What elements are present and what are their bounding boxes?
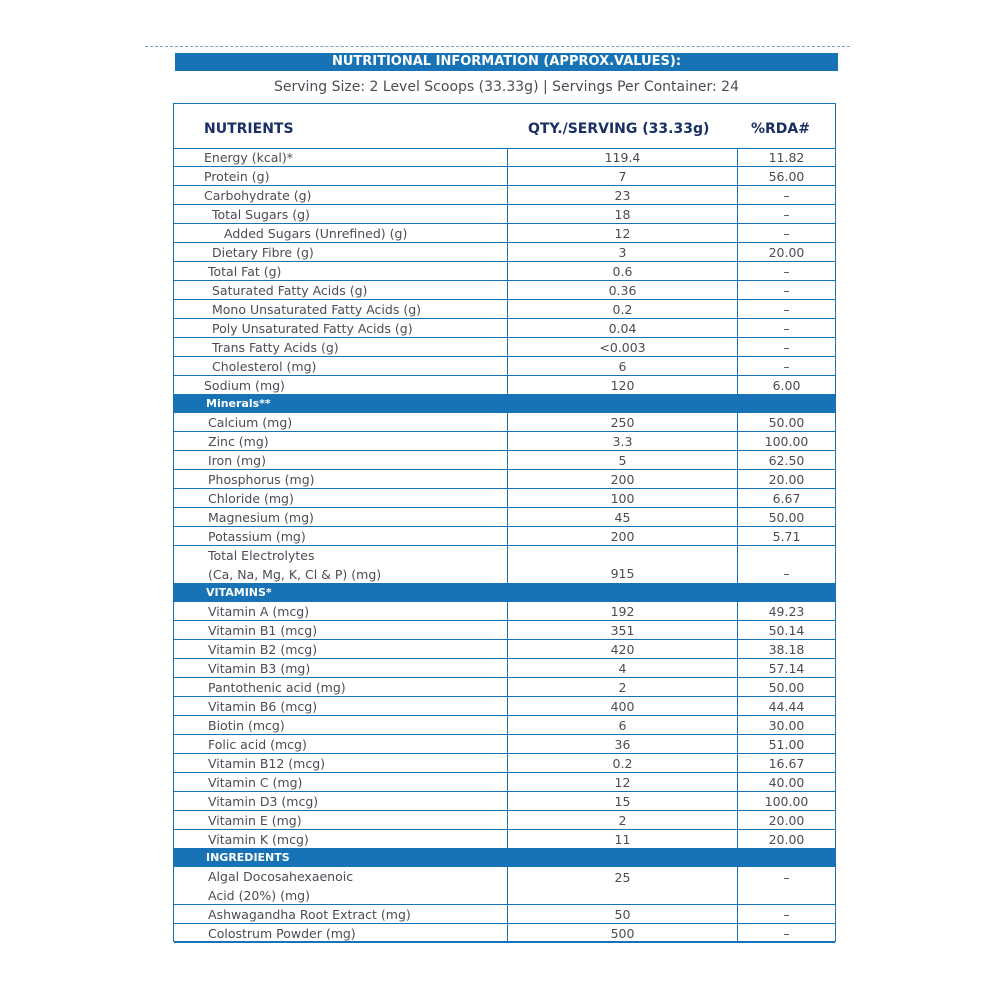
table-row — [174, 640, 835, 659]
table-row — [174, 205, 835, 224]
section-label: Minerals** — [206, 397, 271, 410]
nutrient-name — [208, 490, 294, 507]
nutrient-name-line: Vitamin D3 (mcg) — [208, 794, 319, 809]
qty-cell — [507, 451, 737, 469]
nutrient-name-line: Vitamin C (mg) — [208, 775, 303, 790]
nutrient-name-line: Energy (kcal)* — [204, 150, 293, 165]
nutrient-name-line: Saturated Fatty Acids (g) — [212, 283, 368, 298]
nutrient-name-line: Protein (g) — [204, 169, 270, 184]
nutrient-name-line: Total Electrolytes — [208, 548, 315, 563]
nutrient-name — [208, 263, 281, 280]
table-row — [174, 300, 835, 319]
nutrient-name — [204, 377, 285, 394]
rda-cell — [737, 773, 835, 791]
nutrient-name — [208, 717, 285, 734]
rda-cell — [737, 602, 835, 620]
qty-cell — [507, 281, 737, 299]
rda-value: – — [783, 870, 790, 885]
nutrient-name — [208, 414, 292, 431]
rda-value: – — [783, 264, 790, 279]
table-row — [174, 376, 835, 395]
qty-value: 0.04 — [608, 321, 637, 336]
qty-value: 915 — [610, 566, 635, 581]
qty-value: 192 — [610, 604, 635, 619]
qty-cell — [507, 659, 737, 677]
qty-cell — [507, 262, 737, 280]
header-rda: %RDA# — [751, 121, 810, 137]
rda-cell — [737, 243, 835, 261]
qty-cell — [507, 319, 737, 337]
rda-value: 5.71 — [772, 529, 801, 544]
nutrient-name-line: Algal Docosahexaenoic — [208, 869, 354, 884]
nutrient-name — [208, 433, 269, 450]
qty-value: <0.003 — [599, 340, 646, 355]
nutrient-name-line: Cholesterol (mg) — [212, 359, 317, 374]
section-label: INGREDIENTS — [206, 851, 290, 864]
nutrient-name — [208, 509, 314, 526]
nutrient-name-line: Total Sugars (g) — [212, 207, 310, 222]
rda-cell — [737, 659, 835, 677]
nutrient-name — [208, 868, 353, 904]
nutrient-name-line: Phosphorus (mg) — [208, 472, 315, 487]
table-row — [174, 148, 835, 167]
table-row — [174, 186, 835, 205]
rda-value: 100.00 — [764, 434, 809, 449]
nutrient-name-line: Folic acid (mcg) — [208, 737, 307, 752]
nutrient-name — [204, 168, 269, 185]
qty-value: 0.36 — [608, 283, 637, 298]
qty-cell — [507, 924, 737, 942]
nutrient-name — [208, 679, 346, 696]
nutrient-name — [208, 622, 317, 639]
table-row — [174, 281, 835, 300]
rda-value: – — [783, 321, 790, 336]
nutrient-name — [208, 471, 315, 488]
qty-value: 2 — [618, 680, 627, 695]
table-row — [174, 924, 835, 943]
rda-value: – — [783, 907, 790, 922]
rda-value: 38.18 — [768, 642, 805, 657]
qty-value: 6 — [618, 718, 627, 733]
rda-cell — [737, 792, 835, 810]
table-header — [174, 104, 835, 149]
rda-value: 16.67 — [768, 756, 805, 771]
rda-value: – — [783, 207, 790, 222]
nutrient-name-line: Poly Unsaturated Fatty Acids (g) — [212, 321, 413, 336]
table-row — [174, 621, 835, 640]
table-row — [174, 451, 835, 470]
rda-cell — [737, 640, 835, 658]
qty-value: 400 — [610, 699, 635, 714]
rda-value: 11.82 — [768, 150, 805, 165]
qty-value: 3.3 — [612, 434, 633, 449]
nutrition-table — [173, 103, 836, 942]
nutrient-name — [212, 339, 339, 356]
nutrient-name-line: Vitamin B1 (mcg) — [208, 623, 318, 638]
nutrient-name — [208, 831, 309, 848]
nutrient-name — [208, 452, 266, 469]
qty-cell — [507, 546, 737, 583]
rda-cell — [737, 924, 835, 942]
qty-cell — [507, 489, 737, 507]
qty-cell — [507, 470, 737, 488]
rda-cell — [737, 376, 835, 394]
table-row — [174, 830, 835, 849]
table-row — [174, 167, 835, 186]
table-row — [174, 413, 835, 432]
nutrient-name — [208, 925, 356, 942]
rda-value: 62.50 — [768, 453, 805, 468]
rda-value: 49.23 — [768, 604, 805, 619]
serving-info: Serving Size: 2 Level Scoops (33.33g) | Servings Per Container: 24 — [273, 79, 739, 95]
qty-cell — [507, 413, 737, 431]
rda-cell — [737, 527, 835, 545]
qty-cell — [507, 867, 737, 904]
table-row — [174, 811, 835, 830]
qty-value: 420 — [610, 642, 635, 657]
table-row — [174, 470, 835, 489]
nutrient-name — [208, 906, 411, 923]
table-row — [174, 697, 835, 716]
nutrient-name-line: Vitamin A (mcg) — [208, 604, 310, 619]
qty-cell — [507, 148, 737, 166]
rda-cell — [737, 357, 835, 375]
rda-value: 100.00 — [764, 794, 809, 809]
rda-cell — [737, 830, 835, 848]
rda-value: 20.00 — [768, 832, 805, 847]
nutrient-name-line: Calcium (mg) — [208, 415, 293, 430]
qty-value: 23 — [614, 188, 631, 203]
qty-cell — [507, 621, 737, 639]
header-nutrients: NUTRIENTS — [204, 121, 294, 137]
rda-cell — [737, 754, 835, 772]
qty-cell — [507, 376, 737, 394]
qty-value: 200 — [610, 529, 635, 544]
qty-cell — [507, 905, 737, 923]
nutrient-name-line: Added Sugars (Unrefined) (g) — [224, 226, 408, 241]
nutrient-name — [208, 528, 306, 545]
qty-value: 0.2 — [612, 756, 633, 771]
table-row — [174, 546, 835, 584]
qty-value: 50 — [614, 907, 631, 922]
rda-value: 57.14 — [768, 661, 805, 676]
rda-cell — [737, 905, 835, 923]
qty-value: 0.2 — [612, 302, 633, 317]
table-row — [174, 867, 835, 905]
qty-cell — [507, 186, 737, 204]
table-row — [174, 432, 835, 451]
table-row — [174, 489, 835, 508]
rda-value: 30.00 — [768, 718, 805, 733]
rda-cell — [737, 811, 835, 829]
section-header — [174, 584, 835, 602]
rda-cell — [737, 413, 835, 431]
table-row — [174, 602, 835, 621]
nutrient-name-line: Sodium (mg) — [204, 378, 285, 393]
nutrient-name-line: Vitamin B3 (mg) — [208, 661, 311, 676]
table-row — [174, 262, 835, 281]
nutrient-name-line: Mono Unsaturated Fatty Acids (g) — [212, 302, 422, 317]
rda-value: – — [783, 226, 790, 241]
nutrient-name — [208, 812, 302, 829]
rda-value: 50.00 — [768, 510, 805, 525]
rda-value: 20.00 — [768, 472, 805, 487]
rda-cell — [737, 678, 835, 696]
rda-cell — [737, 697, 835, 715]
table-row — [174, 678, 835, 697]
section-label: VITAMINS* — [206, 586, 272, 599]
qty-cell — [507, 432, 737, 450]
table-row — [174, 754, 835, 773]
rda-cell — [737, 338, 835, 356]
rda-value: – — [783, 566, 790, 581]
nutrient-name-line: Magnesium (mg) — [208, 510, 314, 525]
table-row — [174, 905, 835, 924]
nutrient-name — [212, 282, 367, 299]
qty-cell — [507, 773, 737, 791]
rda-cell — [737, 489, 835, 507]
qty-value: 500 — [610, 926, 635, 941]
rda-value: – — [783, 359, 790, 374]
section-header — [174, 395, 835, 413]
nutrient-name — [208, 755, 325, 772]
qty-cell — [507, 716, 737, 734]
qty-value: 36 — [614, 737, 631, 752]
qty-value: 4 — [618, 661, 627, 676]
nutrient-name — [208, 603, 309, 620]
rda-cell — [737, 546, 835, 583]
qty-cell — [507, 205, 737, 223]
rda-cell — [737, 508, 835, 526]
qty-value: 0.6 — [612, 264, 633, 279]
nutrient-name-line: Acid (20%) (mg) — [208, 888, 310, 903]
rda-value: – — [783, 188, 790, 203]
rda-value: 40.00 — [768, 775, 805, 790]
rda-cell — [737, 621, 835, 639]
qty-cell — [507, 167, 737, 185]
rda-cell — [737, 262, 835, 280]
qty-cell — [507, 357, 737, 375]
rda-value: 51.00 — [768, 737, 805, 752]
qty-cell — [507, 243, 737, 261]
nutrient-name — [204, 187, 311, 204]
qty-cell — [507, 508, 737, 526]
rda-value: 20.00 — [768, 245, 805, 260]
nutrient-name-line: Vitamin K (mcg) — [208, 832, 309, 847]
nutrient-name-line: Total Fat (g) — [208, 264, 282, 279]
nutrient-name-line: Colostrum Powder (mg) — [208, 926, 356, 941]
nutrient-name — [204, 149, 293, 166]
table-row — [174, 792, 835, 811]
qty-value: 351 — [610, 623, 635, 638]
nutrient-name-line: Zinc (mg) — [208, 434, 269, 449]
qty-cell — [507, 300, 737, 318]
rda-value: 44.44 — [768, 699, 805, 714]
rda-value: – — [783, 283, 790, 298]
nutrient-name — [208, 736, 307, 753]
qty-value: 250 — [610, 415, 635, 430]
qty-value: 200 — [610, 472, 635, 487]
rda-cell — [737, 451, 835, 469]
rda-value: 50.14 — [768, 623, 805, 638]
qty-value: 6 — [618, 359, 627, 374]
rda-cell — [737, 735, 835, 753]
qty-cell — [507, 811, 737, 829]
qty-value: 12 — [614, 775, 631, 790]
rda-cell — [737, 470, 835, 488]
qty-cell — [507, 678, 737, 696]
qty-value: 45 — [614, 510, 631, 525]
rda-cell — [737, 432, 835, 450]
qty-cell — [507, 735, 737, 753]
qty-value: 25 — [614, 870, 631, 885]
rda-value: – — [783, 340, 790, 355]
nutrient-name — [208, 641, 317, 658]
qty-cell — [507, 830, 737, 848]
nutrient-name-line: Trans Fatty Acids (g) — [212, 340, 339, 355]
rda-cell — [737, 867, 835, 904]
rda-value: 50.00 — [768, 680, 805, 695]
rda-value: 6.00 — [772, 378, 801, 393]
table-row — [174, 659, 835, 678]
nutrient-name-line: Vitamin E (mg) — [208, 813, 302, 828]
qty-cell — [507, 754, 737, 772]
rda-cell — [737, 224, 835, 242]
qty-value: 12 — [614, 226, 631, 241]
nutrient-name — [224, 225, 407, 242]
table-row — [174, 243, 835, 262]
rda-value: 6.67 — [772, 491, 801, 506]
table-row — [174, 527, 835, 546]
dashed-divider — [145, 46, 850, 47]
table-row — [174, 735, 835, 754]
nutrient-name — [212, 206, 310, 223]
qty-value: 7 — [618, 169, 627, 184]
page-title: NUTRITIONAL INFORMATION (APPROX.VALUES): — [175, 53, 838, 71]
qty-value: 5 — [618, 453, 627, 468]
nutrient-name — [208, 698, 317, 715]
rda-cell — [737, 148, 835, 166]
qty-value: 119.4 — [604, 150, 641, 165]
qty-cell — [507, 224, 737, 242]
nutrient-name — [208, 774, 302, 791]
nutrient-name — [212, 244, 314, 261]
nutrient-name-line: Vitamin B2 (mcg) — [208, 642, 318, 657]
qty-value: 15 — [614, 794, 631, 809]
qty-cell — [507, 602, 737, 620]
section-header — [174, 849, 835, 867]
nutrient-name — [208, 793, 318, 810]
table-row — [174, 357, 835, 376]
rda-value: 50.00 — [768, 415, 805, 430]
qty-cell — [507, 792, 737, 810]
qty-value: 18 — [614, 207, 631, 222]
rda-value: 20.00 — [768, 813, 805, 828]
rda-cell — [737, 300, 835, 318]
nutrient-name-line: Biotin (mcg) — [208, 718, 285, 733]
qty-cell — [507, 527, 737, 545]
qty-value: 11 — [614, 832, 631, 847]
qty-value: 120 — [610, 378, 635, 393]
nutrient-name — [212, 358, 316, 375]
nutrient-name — [208, 660, 310, 677]
table-row — [174, 508, 835, 527]
qty-value: 100 — [610, 491, 635, 506]
nutrient-name-line: Chloride (mg) — [208, 491, 294, 506]
rda-cell — [737, 186, 835, 204]
qty-value: 2 — [618, 813, 627, 828]
nutrient-name-line: Iron (mg) — [208, 453, 266, 468]
qty-value: 3 — [618, 245, 627, 260]
qty-cell — [507, 640, 737, 658]
header-qty: QTY./SERVING (33.33g) — [528, 121, 710, 137]
nutrient-name-line: Carbohydrate (g) — [204, 188, 312, 203]
nutrient-name-line: Potassium (mg) — [208, 529, 306, 544]
table-row — [174, 319, 835, 338]
table-row — [174, 224, 835, 243]
nutrient-name — [212, 320, 413, 337]
nutrient-name-line: Vitamin B12 (mcg) — [208, 756, 326, 771]
qty-cell — [507, 338, 737, 356]
rda-value: 56.00 — [768, 169, 805, 184]
nutrient-name — [212, 301, 421, 318]
rda-cell — [737, 281, 835, 299]
nutrient-name-line: Dietary Fibre (g) — [212, 245, 314, 260]
nutrient-name-line: Pantothenic acid (mg) — [208, 680, 346, 695]
rda-value: – — [783, 302, 790, 317]
qty-cell — [507, 697, 737, 715]
rda-cell — [737, 167, 835, 185]
rda-value: – — [783, 926, 790, 941]
rda-cell — [737, 716, 835, 734]
nutrient-name-line: (Ca, Na, Mg, K, Cl & P) (mg) — [208, 567, 382, 582]
table-row — [174, 338, 835, 357]
table-row — [174, 716, 835, 735]
nutrient-name-line: Vitamin B6 (mcg) — [208, 699, 318, 714]
rda-cell — [737, 205, 835, 223]
rda-cell — [737, 319, 835, 337]
table-row — [174, 773, 835, 792]
nutrient-name — [208, 547, 381, 583]
nutrient-name-line: Ashwagandha Root Extract (mg) — [208, 907, 411, 922]
